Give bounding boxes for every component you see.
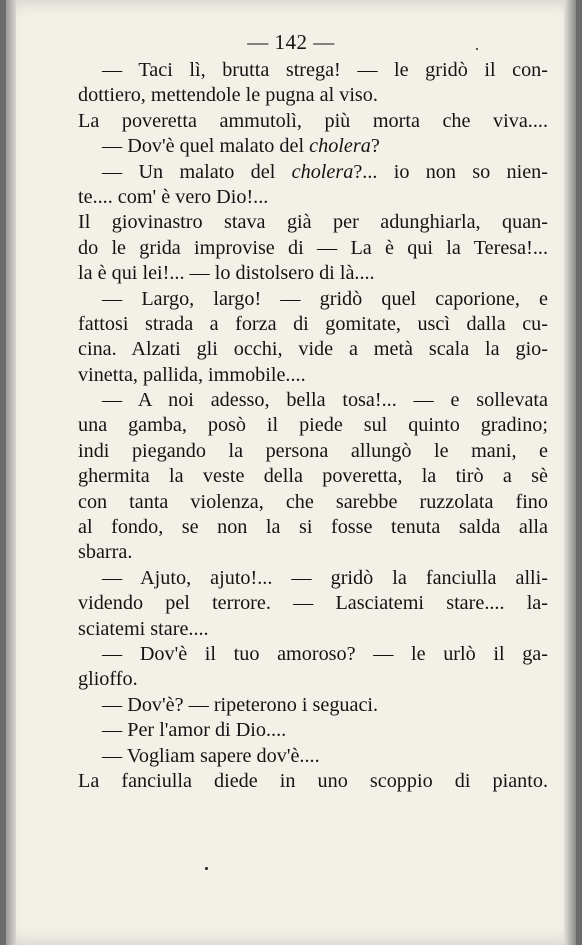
page-right-edge [564, 0, 576, 945]
text-line: sbarra. [78, 541, 133, 564]
text-line: glioffo. [78, 668, 138, 691]
text-line: — Per l'amor di Dio.... [102, 719, 287, 742]
text-line: una gamba, posò il piede sul quinto gradino; [78, 414, 548, 437]
text-line: do le grida improvise di — La è qui la Teresa!... [78, 236, 548, 259]
text-line: — Ajuto, ajuto!... — gridò la fanciulla alli- [102, 566, 548, 589]
ink-speck [476, 48, 478, 50]
text-line: La poveretta ammutolì, più morta che viva.... [78, 109, 548, 132]
text-line: — Dov'è? — ripeterono i seguaci. [102, 693, 379, 716]
text-line: videndo pel terrore. — Lasciatemi stare.... la- [78, 592, 548, 615]
page-number: — 142 — [247, 30, 335, 54]
page-left-edge [6, 0, 16, 945]
book-page [6, 0, 576, 945]
italic-word: cholera [309, 135, 371, 158]
text-line: vinetta, pallida, immobile.... [78, 363, 306, 386]
text-line: ghermita la veste della poveretta, la tirò a sè [78, 465, 548, 488]
italic-word: cholera [291, 160, 354, 183]
ink-speck [205, 867, 208, 870]
text-line: al fondo, se non la si fosse tenuta salda alla [78, 516, 548, 539]
text-line: — Vogliam sapere dov'è.... [102, 744, 320, 767]
text-line: cina. Alzati gli occhi, vide a metà scala la gio- [78, 338, 548, 361]
text-line: — Un malato del cholera?... io non so nien- [102, 160, 548, 183]
text-line: — A noi adesso, bella tosa!... — e sollevata [102, 389, 548, 412]
text-line: fattosi strada a forza di gomitate, uscì dalla cu- [78, 312, 548, 335]
text-line: — Dov'è quel malato del cholera? [102, 135, 380, 158]
text-line: indi piegando la persona allungò le mani, e [78, 439, 548, 462]
text-line: sciatemi stare.... [78, 617, 209, 640]
text-line: Il giovinastro stava già per adunghiarla, quan- [78, 211, 548, 234]
text-line: con tanta violenza, che sarebbe ruzzolata fino [78, 490, 548, 513]
text-line: dottiero, mettendole le pugna al viso. [78, 84, 378, 107]
body-text [78, 58, 548, 794]
text-line: — Taci lì, brutta strega! — le gridò il con- [102, 59, 548, 81]
text-line: La fanciulla diede in uno scoppio di pianto. [78, 769, 548, 792]
text-line: — Largo, largo! — gridò quel caporione, e [102, 287, 548, 310]
text-line: te.... com' è vero Dio!... [78, 185, 269, 208]
text-line: — Dov'è il tuo amoroso? — le urlò il ga- [102, 642, 548, 665]
text-line: la è qui lei!... — lo distolsero di là.... [78, 262, 375, 285]
